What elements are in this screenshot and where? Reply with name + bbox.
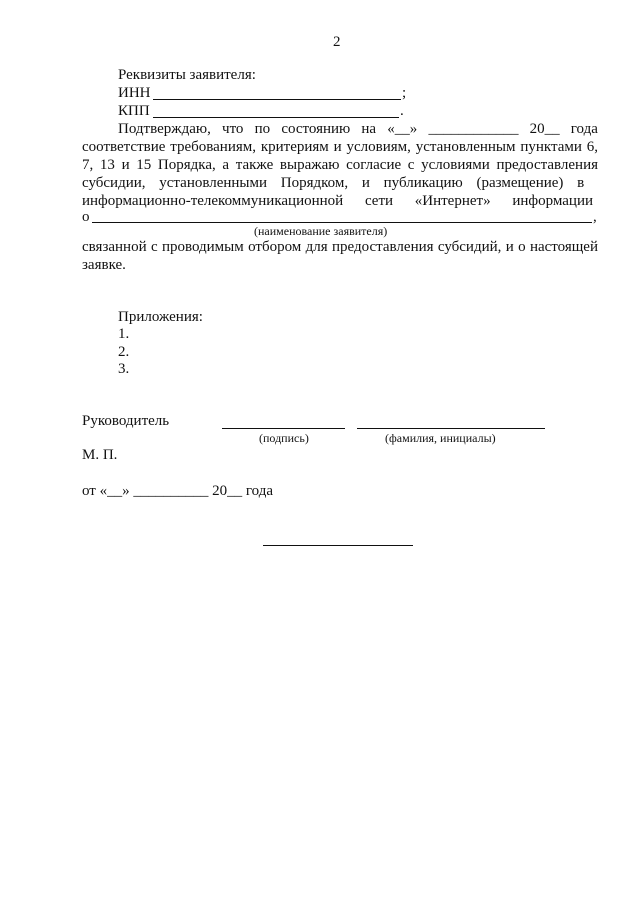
- line-4-text: субсидии, установленными Порядком, и публикацию (размещение) в: [82, 175, 585, 191]
- applicant-caption: (наименование заявителя): [254, 224, 388, 238]
- closing-divider: [263, 545, 413, 546]
- date-year[interactable]: 20__: [529, 121, 560, 137]
- date-suffix: года: [245, 483, 273, 499]
- kpp-field-line[interactable]: [153, 117, 399, 118]
- kpp-end: .: [400, 103, 404, 119]
- applicant-end: ,: [593, 209, 597, 225]
- confirmation-line-7: связанной с проводимым отбором для предоставления субсидий, и о настоящей: [82, 239, 598, 255]
- name-line[interactable]: [357, 428, 545, 429]
- signature-caption: (подпись): [259, 431, 309, 445]
- word: по: [254, 121, 271, 137]
- attachments-heading: Приложения:: [118, 309, 203, 325]
- kpp-label: КПП: [118, 103, 150, 119]
- inn-end: ;: [402, 85, 407, 101]
- date-year[interactable]: 20__: [212, 483, 243, 499]
- applicant-name-line[interactable]: [92, 222, 592, 223]
- date-day-blank[interactable]: «__»: [387, 121, 418, 137]
- confirmation-line-2: соответствие требованиям, критериям и условиям, установленным пунктами 6,: [82, 139, 598, 155]
- attachment-item: 1.: [118, 326, 130, 342]
- attachment-item: 2.: [118, 344, 130, 360]
- word: Подтверждаю,: [118, 121, 211, 137]
- confirmation-line-8: заявке.: [82, 257, 126, 273]
- date-month-blank[interactable]: ____________: [428, 121, 519, 137]
- signature-line[interactable]: [222, 428, 345, 429]
- name-caption: (фамилия, инициалы): [385, 431, 496, 445]
- attachment-item: 3.: [118, 361, 130, 377]
- word: что: [222, 121, 244, 137]
- inn-field-line[interactable]: [153, 99, 401, 100]
- word: на: [361, 121, 377, 137]
- word: состоянию: [281, 121, 351, 137]
- page-number: 2: [333, 34, 341, 50]
- seal-label: М. П.: [82, 447, 118, 463]
- confirmation-line-3: 7, 13 и 15 Порядка, а также выражаю согласие с условиями предоставления: [82, 157, 598, 173]
- confirmation-line-4: [82, 174, 598, 192]
- confirmation-line-5: информационно-телекоммуникационной сети «Интернет» информации: [82, 193, 594, 209]
- date-month-blank[interactable]: __________: [133, 483, 209, 499]
- word: года: [570, 121, 598, 137]
- date-prefix[interactable]: от «__»: [82, 483, 130, 499]
- applicant-prefix: о: [82, 209, 90, 225]
- role-label: Руководитель: [82, 413, 170, 429]
- date-line: [82, 482, 273, 500]
- confirmation-line-1: [118, 120, 598, 138]
- inn-label: ИНН: [118, 85, 151, 101]
- requisites-heading: Реквизиты заявителя:: [118, 67, 256, 83]
